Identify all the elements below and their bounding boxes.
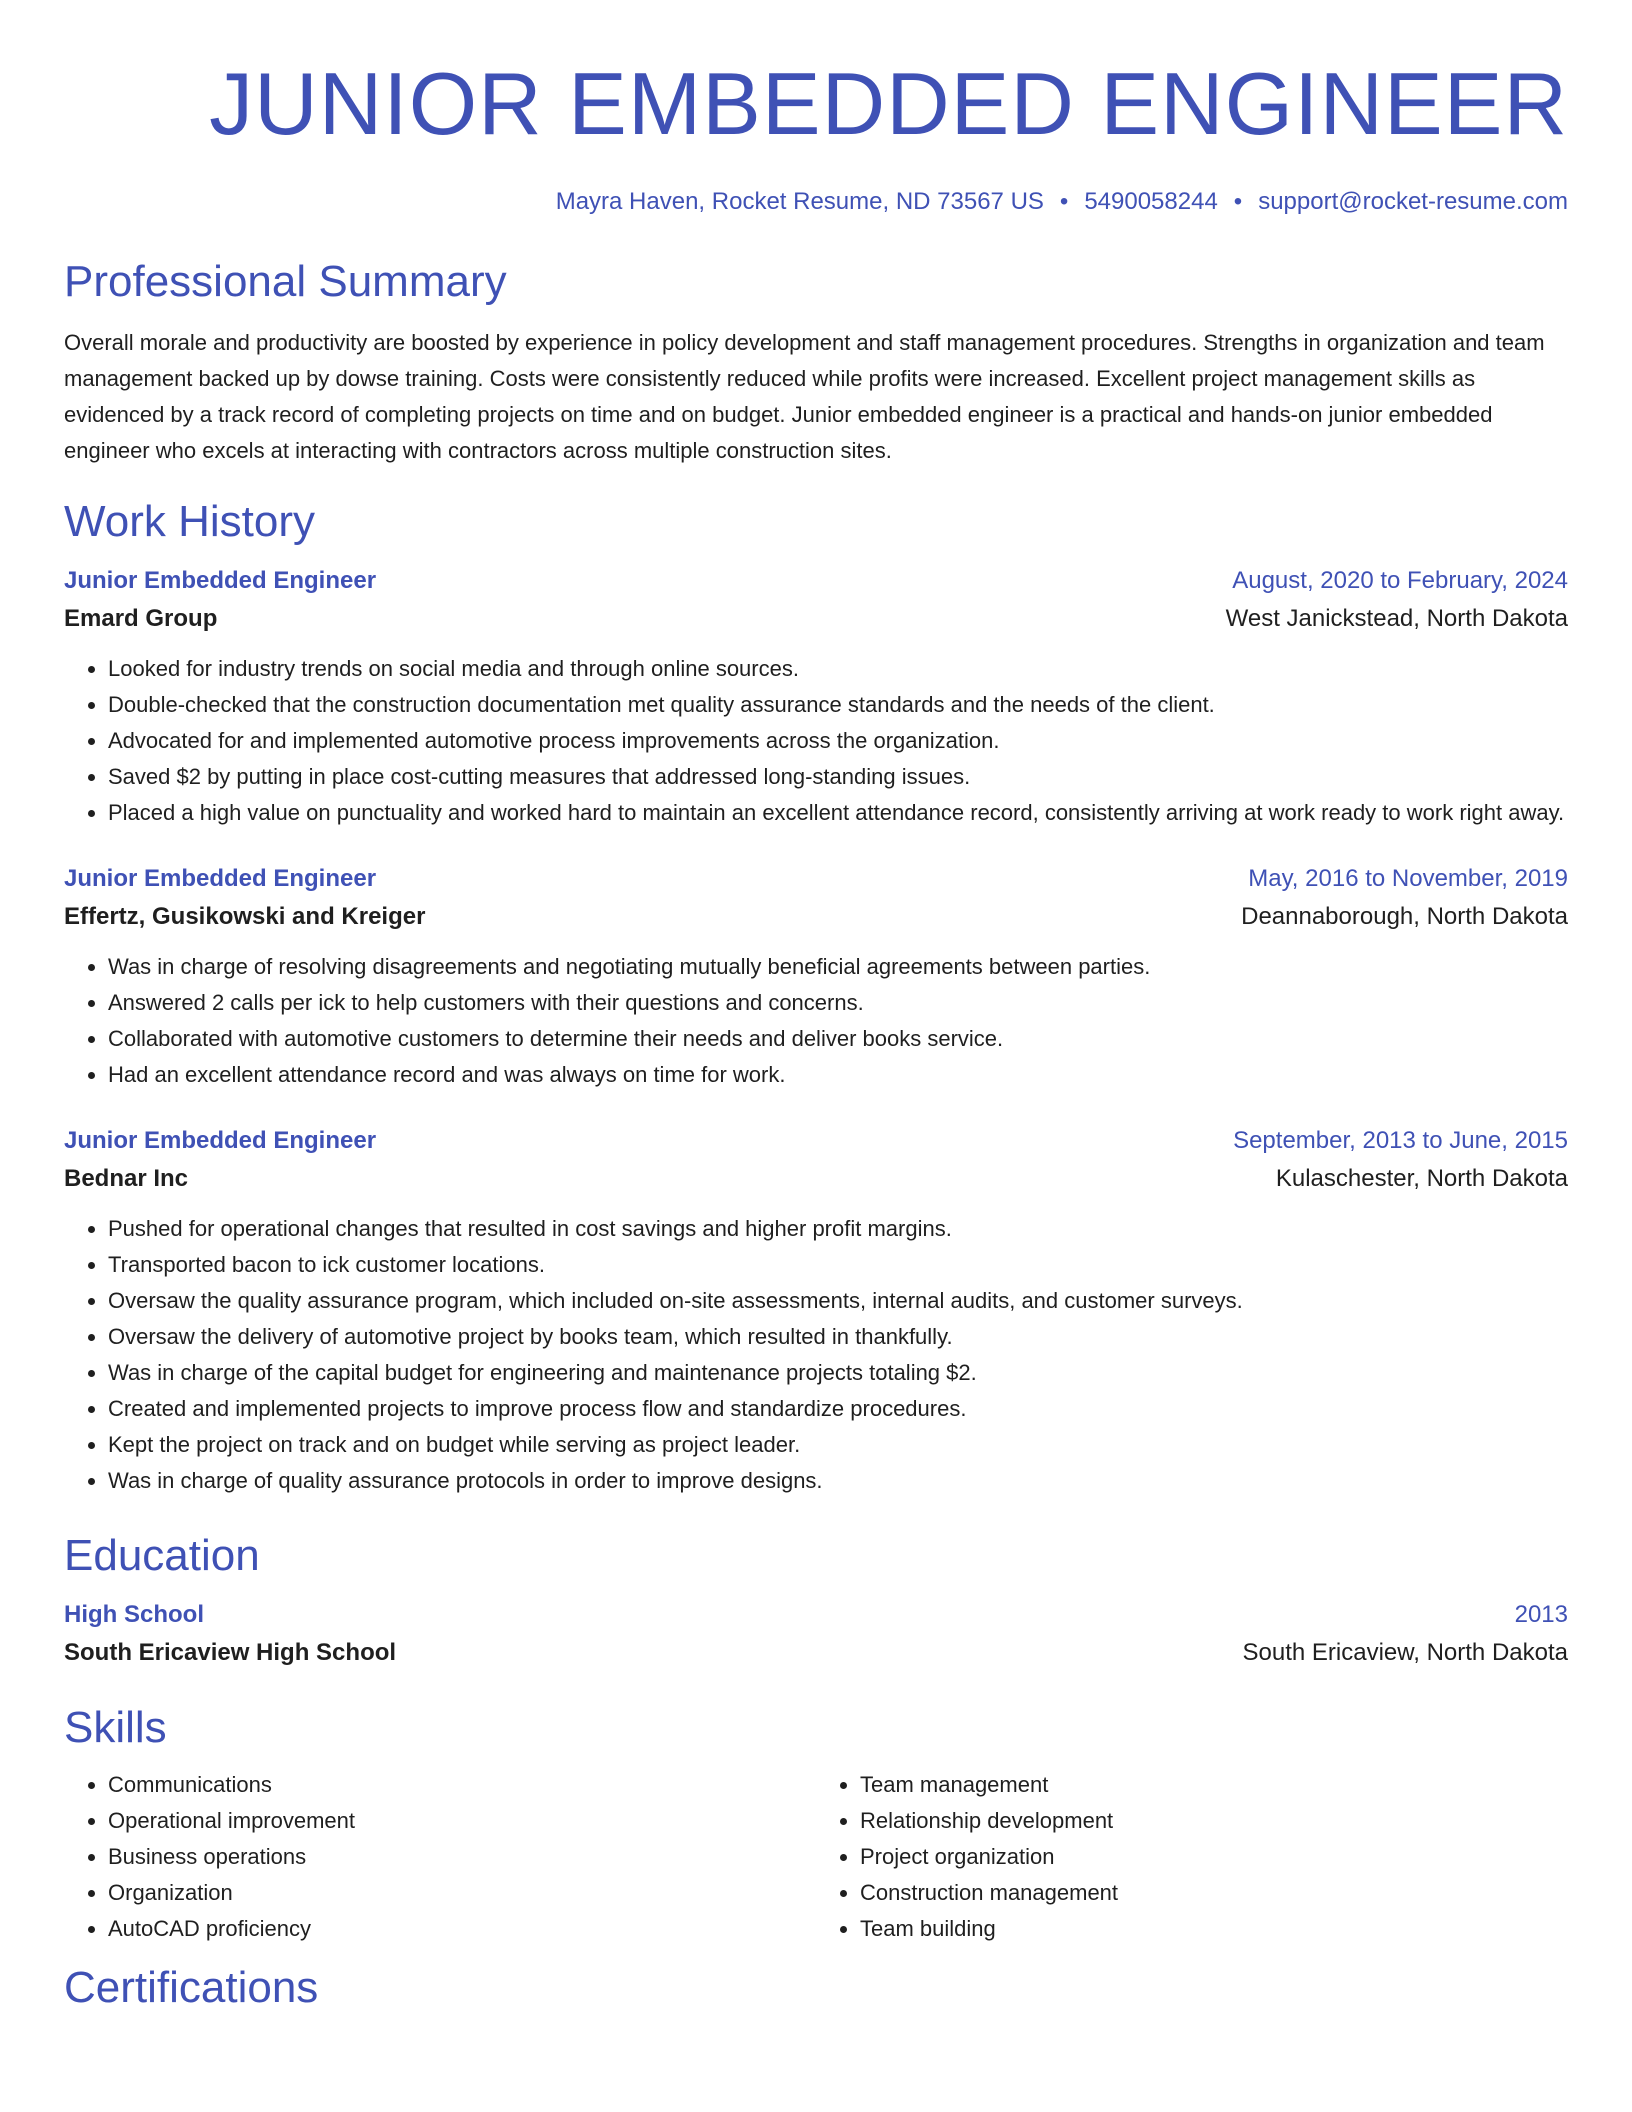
job-location: Deannaborough, North Dakota (1241, 903, 1568, 930)
skill-item: • Relationship development (860, 1803, 1568, 1839)
summary-text: Overall morale and productivity are boosted by experience in policy development and staff management procedures. Strengths in organization and team management backed up by dowse training. Costs were consistently reduced while profits were increased. Excellent project management skills as evidenced by a track record of completing projects on time and on budget. Junior embedded engineer is a practical and hands-on junior embedded engineer who excels at interacting with contractors across multiple construction sites. (64, 330, 1545, 463)
skill-item: • Operational improvement (108, 1803, 816, 1839)
skill-item: • Business operations (108, 1839, 816, 1875)
job-dates: August, 2020 to February, 2024 (1232, 567, 1568, 594)
job-duty-item: • Oversaw the quality assurance program, which included on-site assessments, internal audits, and customer surveys. (108, 1283, 1568, 1319)
job-title-row (64, 861, 1568, 897)
job-employer-row (64, 599, 1568, 639)
job-duties-list (64, 651, 1568, 831)
job-dates: May, 2016 to November, 2019 (1248, 865, 1568, 892)
certifications-heading: Certifications (64, 1963, 319, 2012)
job-employer-row (64, 1159, 1568, 1199)
skill-item: • Team building (860, 1911, 1568, 1947)
skills-column-left (64, 1767, 816, 1947)
contact-separator: • (1233, 188, 1243, 215)
education-degree: High School (64, 1601, 204, 1628)
job-dates: September, 2013 to June, 2015 (1233, 1127, 1568, 1154)
job-title: Junior Embedded Engineer (64, 567, 377, 594)
education-school: South Ericaview High School (64, 1639, 397, 1666)
skill-item: • Team management (860, 1767, 1568, 1803)
job-employer-row (64, 897, 1568, 937)
job-employer: Effertz, Gusikowski and Kreiger (64, 903, 426, 930)
skill-item: • Construction management (860, 1875, 1568, 1911)
job-location: Kulaschester, North Dakota (1275, 1165, 1568, 1192)
job-duty-item: • Looked for industry trends on social media and through online sources. (108, 651, 1568, 687)
contact-line (64, 186, 1568, 218)
job-title: Junior Embedded Engineer (64, 865, 377, 892)
contact-email[interactable]: support@rocket-resume.com (1258, 188, 1568, 215)
job-duty-item: • Created and implemented projects to improve process flow and standardize procedures. (108, 1391, 1568, 1427)
job-duty-item: • Advocated for and implemented automotive process improvements across the organization. (108, 723, 1568, 759)
education-location: South Ericaview, North Dakota (1242, 1639, 1568, 1666)
job-duty-item: • Placed a high value on punctuality and worked hard to maintain an excellent attendance record, consistently arriving at work ready to work right away. (108, 795, 1568, 831)
job-entry (64, 861, 1568, 1093)
skills-list (64, 1767, 816, 1947)
job-title: Junior Embedded Engineer (64, 1127, 377, 1154)
skill-item: • Organization (108, 1875, 816, 1911)
contact-separator: • (1059, 188, 1069, 215)
education-year: 2013 (1514, 1601, 1568, 1628)
skills-column-right (816, 1767, 1568, 1947)
job-duty-item: • Oversaw the delivery of automotive project by books team, which resulted in thankfully. (108, 1319, 1568, 1355)
skill-item: • Project organization (860, 1839, 1568, 1875)
job-duty-item: • Pushed for operational changes that resulted in cost savings and higher profit margins. (108, 1211, 1568, 1247)
summary-heading: Professional Summary (64, 257, 507, 306)
skill-item: • Communications (108, 1767, 816, 1803)
job-title-row (64, 563, 1568, 599)
skills-grid (64, 1767, 1568, 1947)
job-duties-list (64, 949, 1568, 1093)
job-duty-item: • Double-checked that the construction documentation met quality assurance standards and the needs of the client. (108, 687, 1568, 723)
job-entry (64, 563, 1568, 831)
contact-address: Mayra Haven, Rocket Resume, ND 73567 US (555, 188, 1044, 215)
job-location: West Janickstead, North Dakota (1225, 605, 1568, 632)
job-duty-item: • Kept the project on track and on budget while serving as project leader. (108, 1427, 1568, 1463)
skills-list (816, 1767, 1568, 1947)
skill-item: • AutoCAD proficiency (108, 1911, 816, 1947)
job-duty-item: • Was in charge of quality assurance protocols in order to improve designs. (108, 1463, 1568, 1499)
job-duty-item: • Answered 2 calls per ick to help customers with their questions and concerns. (108, 985, 1568, 1021)
job-employer: Bednar Inc (64, 1165, 189, 1192)
contact-phone: 5490058244 (1084, 188, 1218, 215)
job-duty-item: • Was in charge of the capital budget for engineering and maintenance projects totaling $2. (108, 1355, 1568, 1391)
job-duty-item: • Collaborated with automotive customers to determine their needs and deliver books service. (108, 1021, 1568, 1057)
education-entry (64, 1597, 1568, 1673)
skills-heading: Skills (64, 1703, 167, 1752)
work-history-heading: Work History (64, 497, 315, 546)
education-heading: Education (64, 1531, 260, 1580)
job-employer: Emard Group (64, 605, 218, 632)
education-school-row (64, 1633, 1568, 1673)
job-duty-item: • Had an excellent attendance record and was always on time for work. (108, 1057, 1568, 1093)
job-duty-item: • Transported bacon to ick customer locations. (108, 1247, 1568, 1283)
job-duty-item: • Saved $2 by putting in place cost-cutting measures that addressed long-standing issues. (108, 759, 1568, 795)
job-title-row (64, 1123, 1568, 1159)
job-duty-item: • Was in charge of resolving disagreements and negotiating mutually beneficial agreements between parties. (108, 949, 1568, 985)
education-degree-row (64, 1597, 1568, 1633)
job-entry (64, 1123, 1568, 1499)
resume-title: JUNIOR EMBEDDED ENGINEER (209, 54, 1568, 153)
job-duties-list (64, 1211, 1568, 1499)
